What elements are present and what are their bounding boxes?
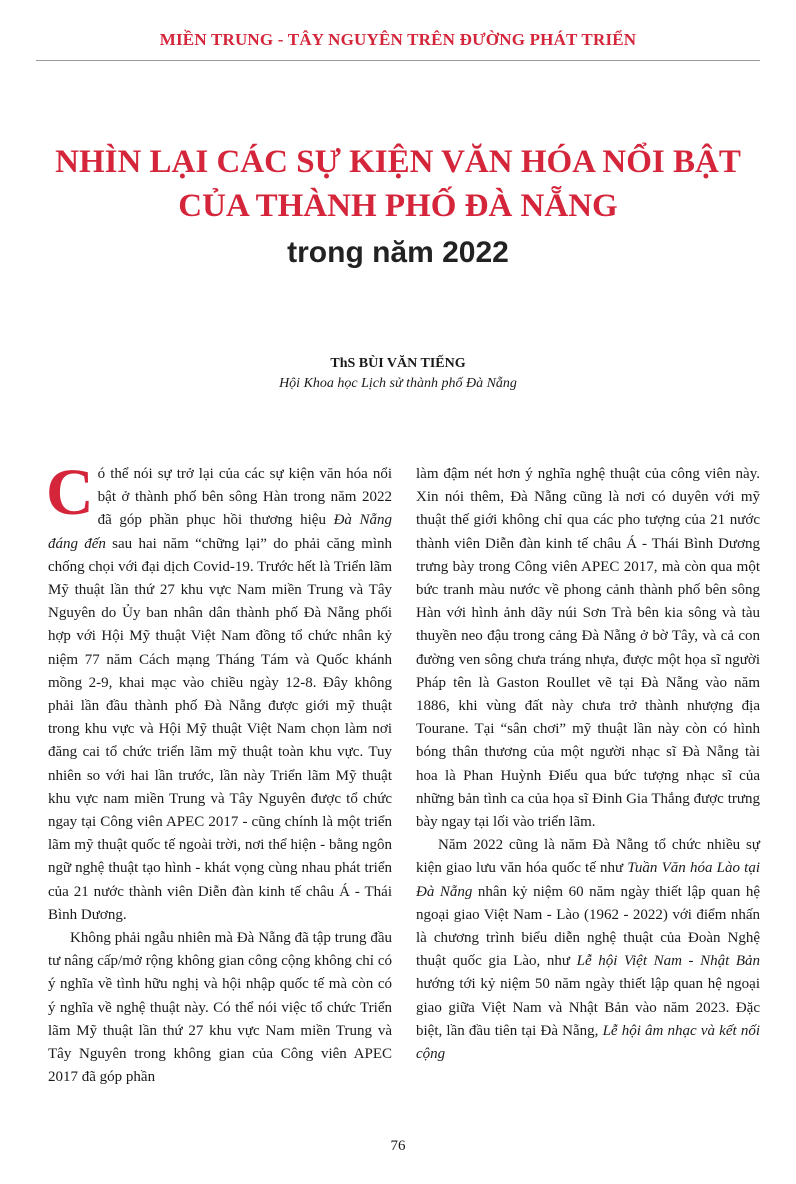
- paragraph: [416, 834, 760, 1066]
- title-line-1: NHÌN LẠI CÁC SỰ KIỆN VĂN HÓA NỔI BẬT: [55, 144, 741, 180]
- paragraph: làm đậm nét hơn ý nghĩa nghệ thuật của công viên này. Xin nói thêm, Đà Nẵng cũng là nơi có duyên với mỹ thuật thế giới không chỉ qua các pho tượng của 21 nước thành viên Diễn đàn kinh tế châu Á - Thái Bình Dương trưng bày trong Công viên APEC 2017, mà còn qua một bức tranh màu nước về phong cảnh thành phố bên sông Hàn với hình ảnh dãy núi Sơn Trà bên kia sông và tàu thuyền neo đậu trong cảng Đà Nẵng ở bờ Tây, và cả con đường ven sông chưa tráng nhựa, được một họa sĩ người Pháp tên là Gaston Roullet vẽ tại Đà Nẵng vào năm 1886, khi vùng đất này chưa trở thành nhượng địa Tourane. Tại “sân chơi” mỹ thuật lần này còn có hình bóng thân thương của một người nhạc sĩ Đà Nẵng tài hoa là Phan Huỳnh Điểu qua bức tượng nhạc sĩ của những bản tình ca của họa sĩ Đinh Gia Thắng được trưng bày ngay tại lối vào triển lãm.: [416, 466, 760, 831]
- paragraph: Không phải ngẫu nhiên mà Đà Nẵng đã tập trung đầu tư nâng cấp/mở rộng không gian công cộng không chỉ có ý nghĩa về tình hữu nghị và hội nhập quốc tế mà còn có ý nghĩa về nghệ thuật này. Có thể nói việc tổ chức Triển lãm Mỹ thuật lần thứ 27 khu vực Nam miền Trung và Tây Nguyên trong không gian của Công viên APEC 2017 đã góp phần: [48, 930, 392, 1086]
- running-header: MIỀN TRUNG - TÂY NGUYÊN TRÊN ĐƯỜNG PHÁT TRIỂN: [159, 30, 637, 49]
- text-span: sau hai năm “chững lại” do phải căng mình chống chọi với đại dịch Covid-19. Trước hết là Triển lãm Mỹ thuật lần thứ 27 khu vực Nam miền Trung và Tây Nguyên do Ủy ban nhân dân thành phố Đà Nẵng phối hợp với Hội Mỹ thuật Việt Nam đồng tổ chức nhân kỷ niệm 77 năm Cách mạng Tháng Tám và Quốc khánh mồng 2-9, khai mạc vào chiều ngày 12-8. Đây không phải lần đầu thành phố Đà Nẵng được giới mỹ thuật trong khu vực và Hội Mỹ thuật Việt Nam chọn làm nơi đăng cai tổ chức triển lãm mỹ thuật toàn khu vực. Tuy nhiên so với hai lần trước, lần này Triển lãm Mỹ thuật khu vực nam miền Trung và Tây Nguyên được tổ chức ngay tại Công viên APEC 2017 - cũng chính là một triển lãm mỹ thuật quốc tế ngoài trời, nơi thể hiện - bằng ngôn ngữ nghệ thuật tạo hình - khát vọng cùng nhau phát triển của 21 nước thành viên Diễn đàn kinh tế châu Á - Thái Bình Dương.: [48, 535, 392, 923]
- text-span: hướng tới kỷ niệm 50 năm ngày thiết lập quan hệ ngoại giao giữa Việt Nam và Nhật Bản vào năm 2023. Đặc biệt, lần đầu tiên tại Đà Nẵng,: [416, 976, 760, 1039]
- author-name: ThS BÙI VĂN TIẾNG: [330, 356, 466, 371]
- paragraph: [46, 456, 392, 927]
- emphasis: Tuần Văn hóa Lào tại Đà Nẵng: [416, 860, 760, 900]
- article-title: [0, 140, 796, 228]
- right-column: [416, 463, 760, 1066]
- title-line-2: CỦA THÀNH PHỐ ĐÀ NẴNG: [178, 188, 618, 224]
- text-span: Năm 2022 cũng là năm Đà Nẵng tổ chức nhiều sự kiện giao lưu văn hóa quốc tế như: [416, 837, 760, 877]
- text-span: ó thể nói sự trở lại của các sự kiện văn hóa nổi bật ở thành phố bên sông Hàn trong năm 2022 đã góp phần phục hồi thương hiệu: [97, 466, 392, 529]
- text-span: nhân kỷ niệm 60 năm ngày thiết lập quan hệ ngoại giao Việt Nam - Lào (1962 - 2022) với điểm nhấn là chương trình biểu diễn nghệ thuật của Đoàn Nghệ thuật quốc gia Lào, như: [416, 883, 760, 970]
- left-column: [46, 456, 392, 1089]
- emphasis: Đà Nẵng đáng đến: [48, 512, 392, 552]
- header-divider: [36, 60, 760, 61]
- article-subtitle: trong năm 2022: [287, 236, 509, 269]
- author-affiliation: Hội Khoa học Lịch sử thành phố Đà Nẵng: [279, 376, 517, 391]
- emphasis: Lễ hội Việt Nam - Nhật Bản: [576, 953, 760, 970]
- page-number: 76: [390, 1138, 406, 1154]
- emphasis: Lễ hội âm nhạc và kết nối cộng: [416, 1022, 760, 1063]
- drop-cap: C: [46, 456, 94, 529]
